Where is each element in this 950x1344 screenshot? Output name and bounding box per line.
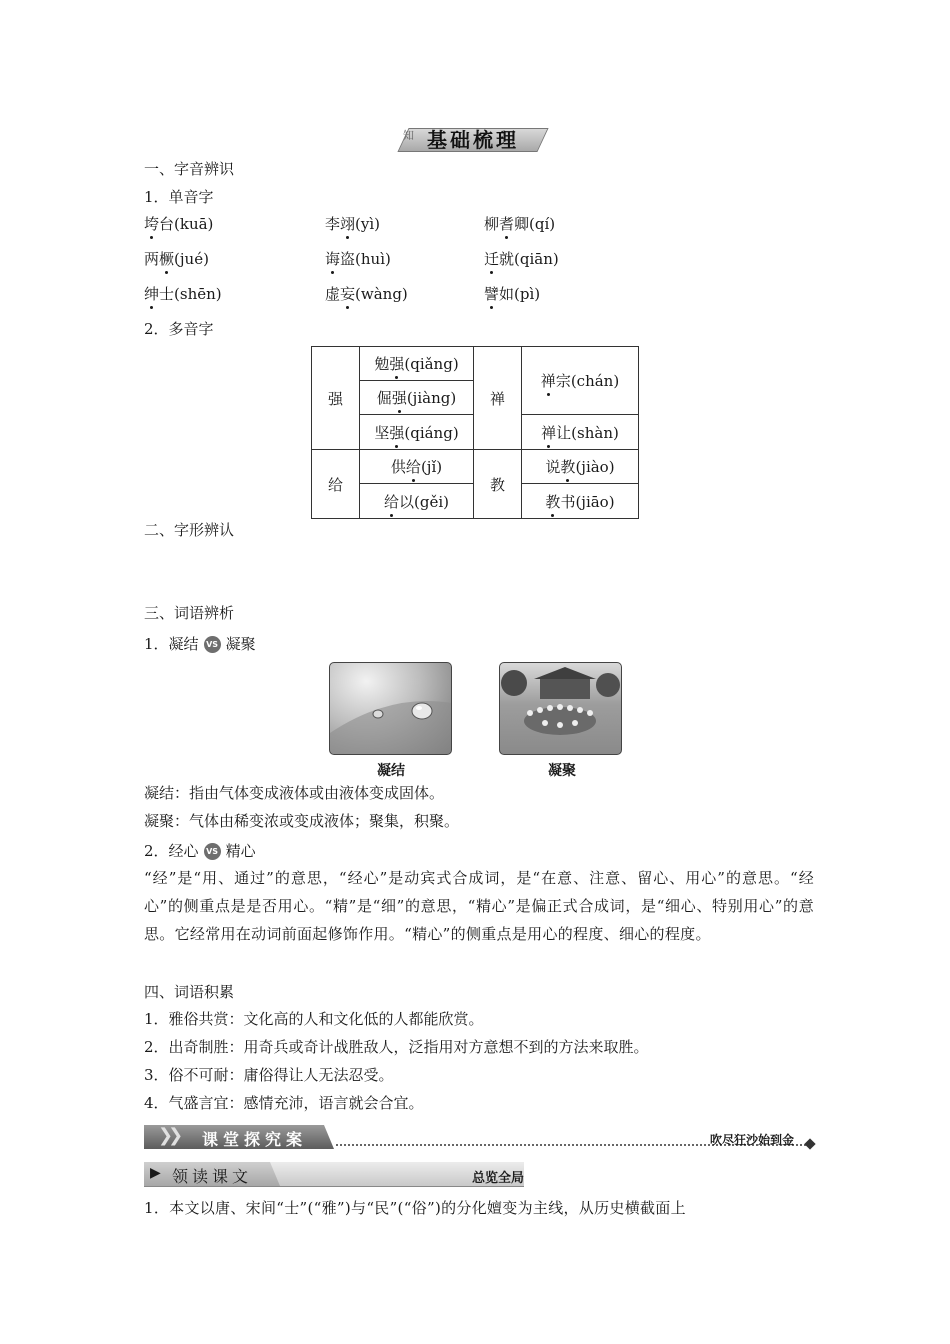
poly-reading: 教书(jiāo) [522,484,639,519]
sub-heading-poly: 2．多音字 [144,320,214,338]
gathering-photo [499,662,622,755]
idiom-item: 4．气盛言宜：感情充沛，语言就会合宜。 [144,1094,424,1112]
people-circle-image [500,663,621,754]
subsection-title: 领读课文 [172,1167,253,1186]
compare-2: 2．经心 VS 精心 [144,842,256,860]
subsection-right-label: 总览全局 [471,1171,524,1186]
compare-1: 1．凝结 VS 凝聚 [144,635,256,653]
definition-1: 凝结：指由气体变成液体或由液体变成固体。 [144,784,445,802]
poly-char: 教 [474,450,522,519]
poly-reading: 倔强(jiàng) [360,381,474,415]
mono-item: 譬如(pì) [484,285,541,303]
chevron-right-icon: ❯❯ [158,1125,179,1146]
subsection-bar [144,1162,524,1188]
idiom-item: 1．雅俗共赏：文化高的人和文化低的人都能欣赏。 [144,1010,484,1028]
water-drops-image [330,663,451,754]
section-bar [144,1124,814,1150]
heading-ci-yu-bian-xi: 三、词语辨析 [144,604,235,622]
explanation-paragraph: “经”是“用、通过”的意思，“经心”是动宾式合成词，是“在意、注意、留心、用心”的意思。“经心”的侧重点是是否用心。“精”是“细”的意思，“精心”是偏正式合成词，是“细心、特别用心”的意思。它经常用在动词前面起修饰作用。“精心”的侧重点是用心的程度、细心的程度。 [144,869,814,943]
poly-char: 禅 [474,347,522,450]
poly-reading: 说教(jiào) [522,450,639,484]
mono-item: 虚妄(wàng) [325,285,408,303]
poly-char: 给 [312,450,360,519]
poly-reading: 坚强(qiáng) [360,415,474,450]
section-bar-title: 课堂探究案 [202,1130,308,1149]
section-title-banner [403,124,547,152]
poly-char: 强 [312,347,360,450]
reading-line: 1．本文以唐、宋间“士”(“雅”)与“民”(“俗”)的分化嬗变为主线，从历史横截面上 [144,1199,686,1217]
mono-item: 诲盗(huì) [325,250,391,268]
idiom-item: 3．俗不可耐：庸俗得让人无法忍受。 [144,1066,394,1084]
play-triangle-icon: ▶ [150,1165,161,1181]
poly-reading: 勉强(qiǎng) [360,347,474,381]
caption-gather: 凝聚 [548,763,576,779]
condensation-photo [329,662,452,755]
section-slogan: 吹尽狂沙始到金 [709,1133,794,1147]
mono-item: 两橛(jué) [144,250,209,268]
diamond-icon [804,1138,815,1149]
poly-reading: 禅让(shàn) [522,415,639,450]
poly-reading: 给以(gěi) [360,484,474,519]
banner-decor: 知 [403,129,414,142]
caption-condense: 凝结 [377,763,405,779]
poly-reading: 禅宗(chán) [522,347,639,415]
sub-heading-mono: 1．单音字 [144,188,214,206]
vs-icon: VS [204,843,221,860]
heading-ci-yu-ji-lei: 四、词语积累 [144,983,235,1001]
mono-item: 垮台(kuā) [144,215,214,233]
mono-item: 李翊(yì) [325,215,381,233]
mono-item: 迁就(qiān) [484,250,559,268]
definition-2: 凝聚：气体由稀变浓或变成液体；聚集，积聚。 [144,812,460,830]
idiom-item: 2．出奇制胜：用奇兵或奇计战胜敌人，泛指用对方意想不到的方法来取胜。 [144,1038,649,1056]
page-title: 基础梳理 [427,128,519,152]
heading-zi-xing: 二、字形辨认 [144,521,235,539]
mono-item: 绅士(shēn) [144,285,222,303]
poly-reading: 供给(jǐ) [360,450,474,484]
heading-zi-yin: 一、字音辨识 [144,160,235,178]
vs-icon: VS [204,636,221,653]
mono-item: 柳耆卿(qí) [484,215,556,233]
polyphone-table [311,346,639,519]
